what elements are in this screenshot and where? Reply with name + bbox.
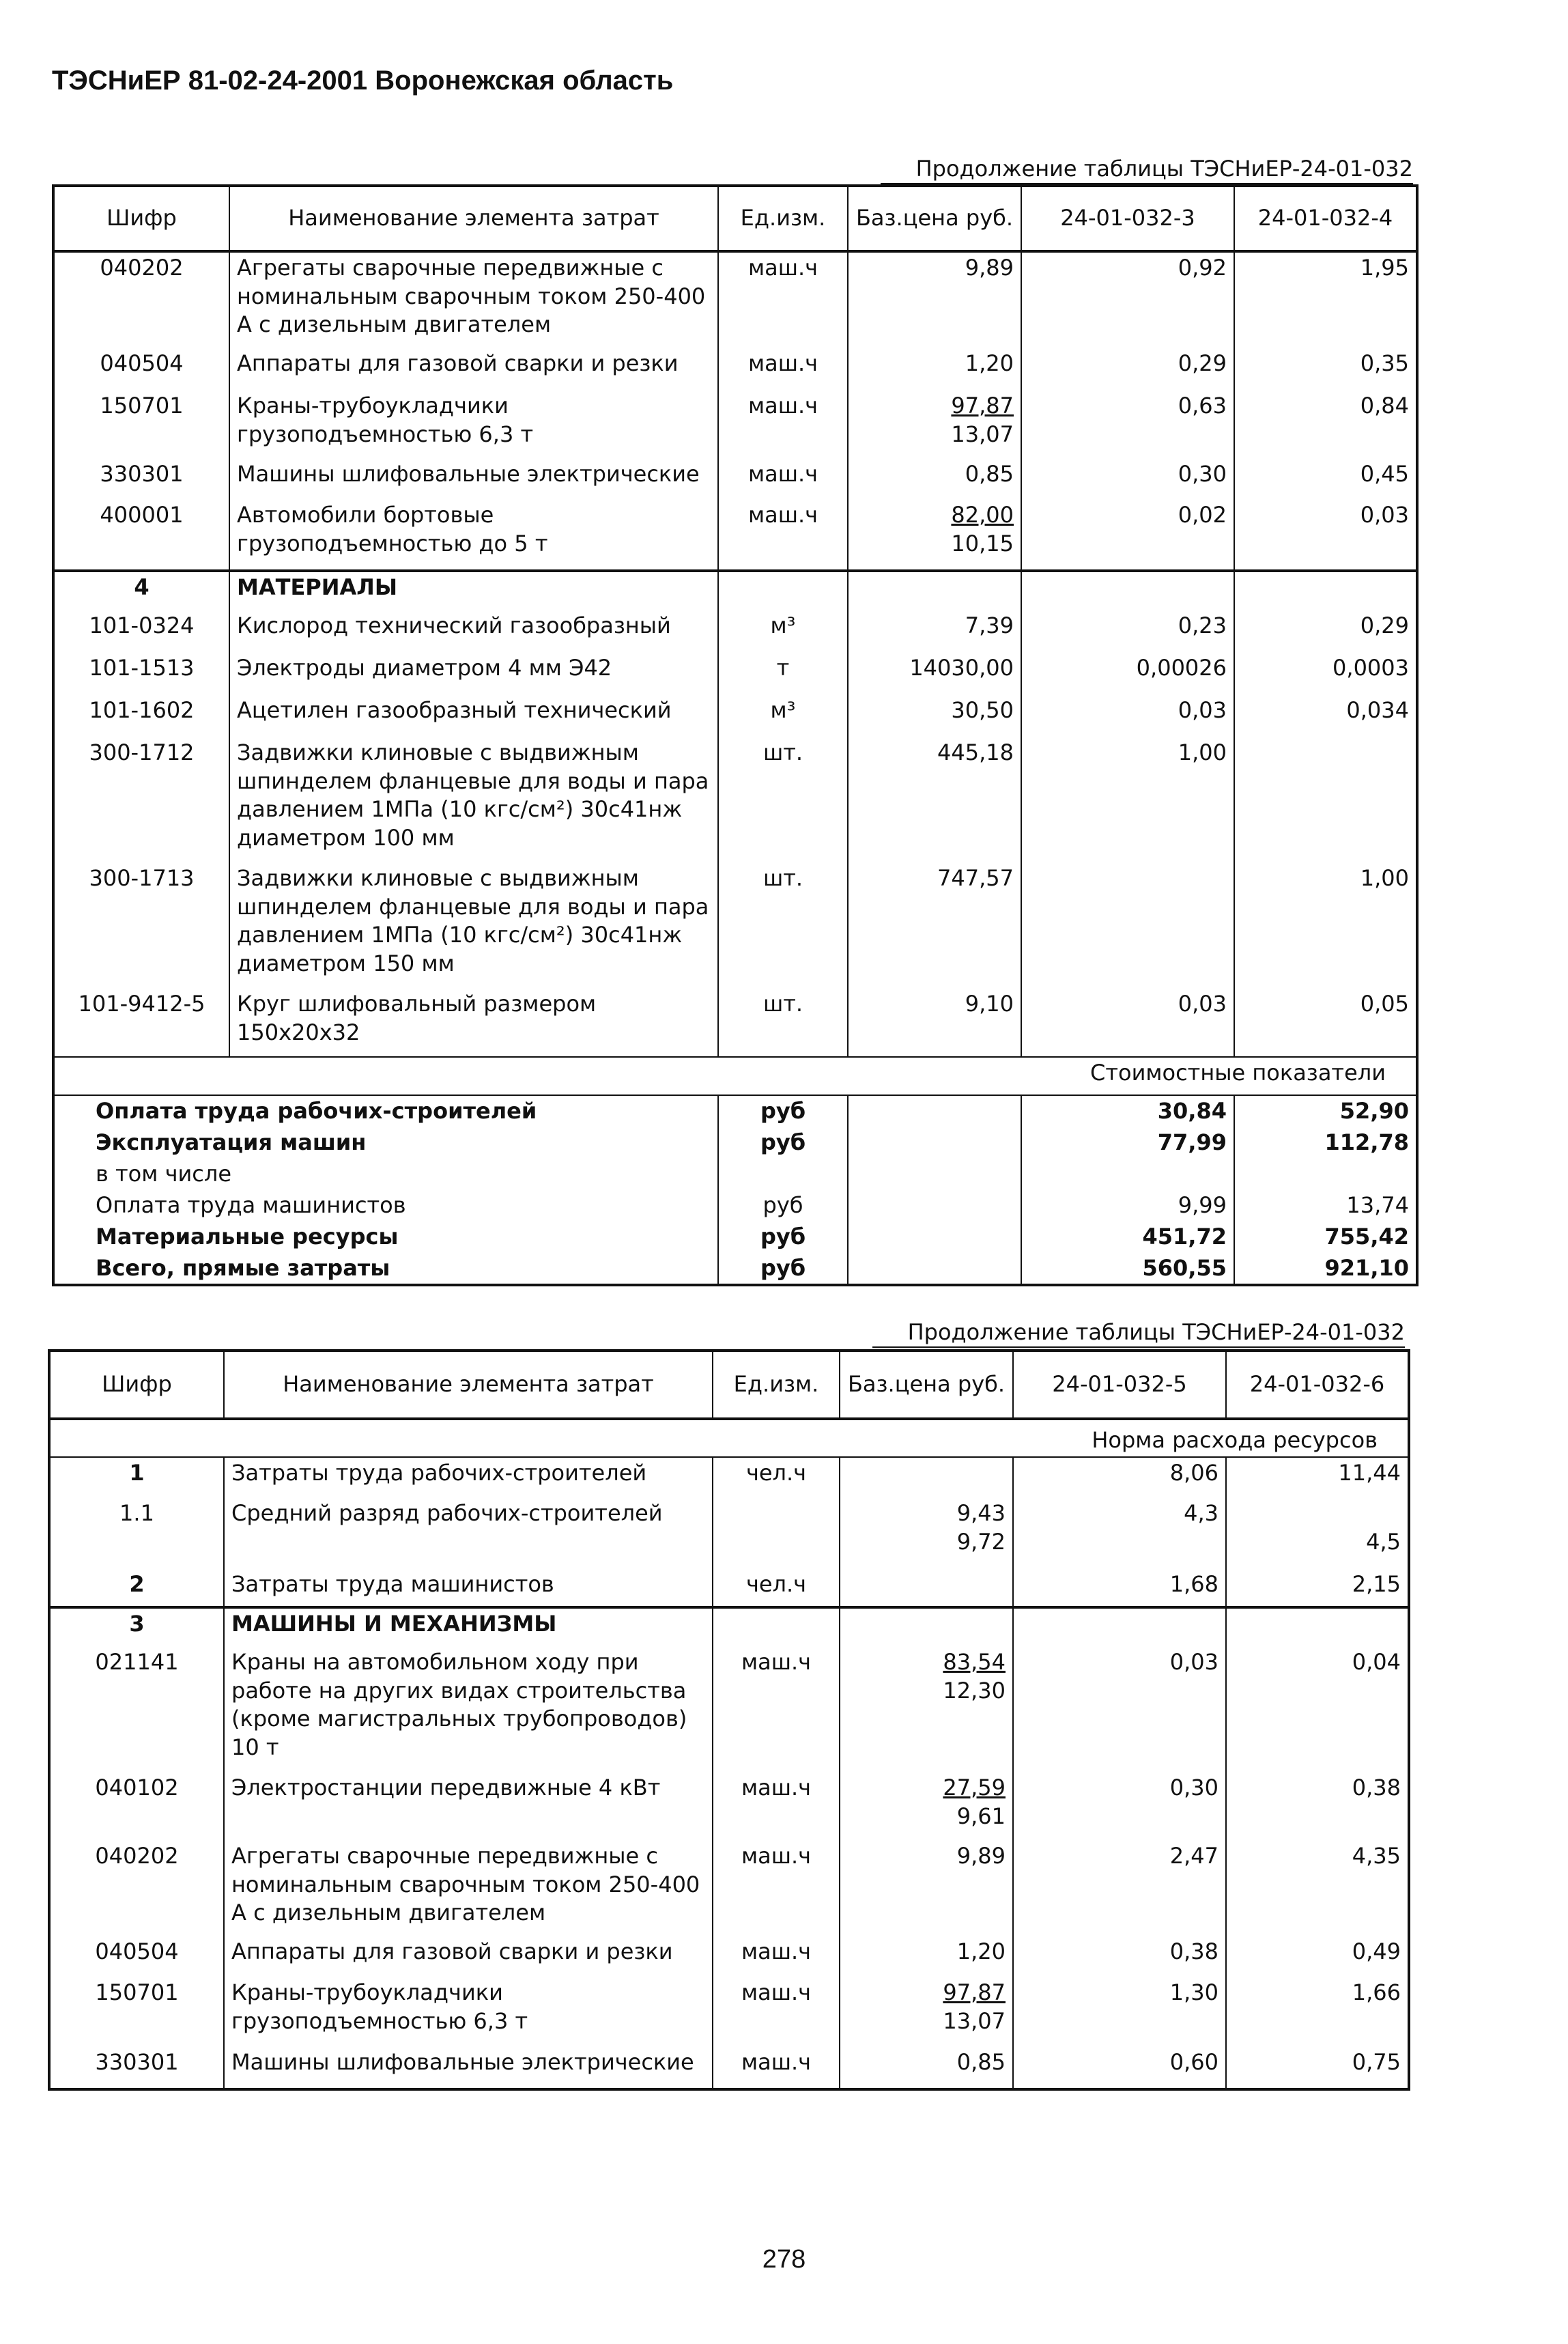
table-row: 040504 Аппараты для газовой сварки и резки маш.ч 1,20 0,38 0,49 [49,1936,1409,1977]
table-row: 300-1713 Задвижки клиновые с выдвижным шпинделем фланцевые для воды и пара давлением 1МПа (10 кгс/см²) 30с41нж диаметром 150 мм шт. 747,57 1,00 [53,863,1417,989]
table-row: 400001 Автомобили бортовые грузоподъемностью до 5 т маш.ч 82,00 10,15 0,02 0,03 [53,500,1417,571]
table-row: 040504 Аппараты для газовой сварки и резки маш.ч 1,20 0,29 0,35 [53,348,1417,391]
table-row: 2 Затраты труда машинистов чел.ч 1,68 2,15 [49,1569,1409,1607]
table-row: 1 Затраты труда рабочих-строителей чел.ч 8,06 11,44 [49,1457,1409,1498]
table1-caption: Продолжение таблицы ТЭСНиЕР-24-01-032 [881,156,1413,184]
table-row: 1.1 Средний разряд рабочих-строителей 9,43 9,72 4,3 4,5 [49,1498,1409,1569]
col-header-v1: 24-01-032-3 [1021,186,1234,251]
norm-band-label: Норма расхода ресурсов [49,1419,1409,1457]
table2 [48,1349,1410,2091]
table-row: 040102 Электростанции передвижные 4 кВт маш.ч 27,59 9,61 0,30 0,38 [49,1773,1409,1841]
col-header-unit: Ед.изм. [718,186,848,251]
col-header-name: Наименование элемента затрат [229,186,718,251]
table1 [52,184,1419,1286]
cost-band-row [53,1057,1417,1095]
norm-band-row [49,1419,1409,1457]
table-row: 150701 Краны-трубоукладчики грузоподъемностью 6,3 т маш.ч 97,87 13,07 0,63 0,84 [53,391,1417,459]
summary-row: Эксплуатация машин руб 77,99 112,78 [53,1127,1417,1159]
table-row: 040202 Агрегаты сварочные передвижные с номинальным сварочным током 250-400 А с дизельным двигателем маш.ч 9,89 2,47 4,35 [49,1841,1409,1936]
cost-band-label: Стоимостные показатели [53,1057,1417,1095]
col-header-price: Баз.цена руб. [848,186,1021,251]
col-header-v1: 24-01-032-5 [1013,1351,1226,1419]
table-row: 101-9412-5 Круг шлифовальный размером 150х20х32 шт. 9,10 0,03 0,05 [53,989,1417,1057]
table-row: 040202 Агрегаты сварочные передвижные с номинальным сварочным током 250-400 А с дизельным двигателем маш.ч 9,89 0,92 1,95 [53,251,1417,348]
col-header-v2: 24-01-032-6 [1226,1351,1409,1419]
page-title: ТЭСНиЕР 81-02-24-2001 Воронежская область [52,66,674,96]
col-header-v2: 24-01-032-4 [1234,186,1417,251]
col-header-code: Шифр [53,186,229,251]
table-row: 330301 Машины шлифовальные электрические маш.ч 0,85 0,60 0,75 [49,2047,1409,2089]
section-row-materials: 4 МАТЕРИАЛЫ [53,571,1417,610]
summary-row: в том числе [53,1159,1417,1190]
page-number: 278 [762,2245,806,2274]
summary-row: Всего, прямые затраты руб 560,55 921,10 [53,1253,1417,1286]
table-row: 021141 Краны на автомобильном ходу при работе на других видах строительства (кроме магистральных трубопроводов) 10 т маш.ч 83,54 12,30 0,03 0,04 [49,1647,1409,1773]
col-header-unit: Ед.изм. [713,1351,840,1419]
table-row: 101-1513 Электроды диаметром 4 мм Э42 т 14030,00 0,00026 0,0003 [53,653,1417,695]
table-row: 300-1712 Задвижки клиновые с выдвижным шпинделем фланцевые для воды и пара давлением 1МПа (10 кгс/см²) 30с41нж диаметром 100 мм шт. 445,18 1,00 [53,737,1417,863]
col-header-code: Шифр [49,1351,224,1419]
col-header-name: Наименование элемента затрат [224,1351,713,1419]
summary-row: Оплата труда машинистов руб 9,99 13,74 [53,1190,1417,1222]
summary-row: Оплата труда рабочих-строителей руб 30,84 52,90 [53,1095,1417,1127]
table-row: 101-1602 Ацетилен газообразный технический м³ 30,50 0,03 0,034 [53,695,1417,737]
table1-machine-rows [53,251,1417,1285]
table-row: 150701 Краны-трубоукладчики грузоподъемностью 6,3 т маш.ч 97,87 13,07 1,30 1,66 [49,1977,1409,2047]
section-row-machines: 3 МАШИНЫ И МЕХАНИЗМЫ [49,1607,1409,1647]
summary-row: Материальные ресурсы руб 451,72 755,42 [53,1222,1417,1253]
table-row: 101-0324 Кислород технический газообразный м³ 7,39 0,23 0,29 [53,610,1417,653]
table-row: 330301 Машины шлифовальные электрические маш.ч 0,85 0,30 0,45 [53,459,1417,500]
col-header-price: Баз.цена руб. [840,1351,1013,1419]
table2-caption: Продолжение таблицы ТЭСНиЕР-24-01-032 [872,1319,1405,1348]
